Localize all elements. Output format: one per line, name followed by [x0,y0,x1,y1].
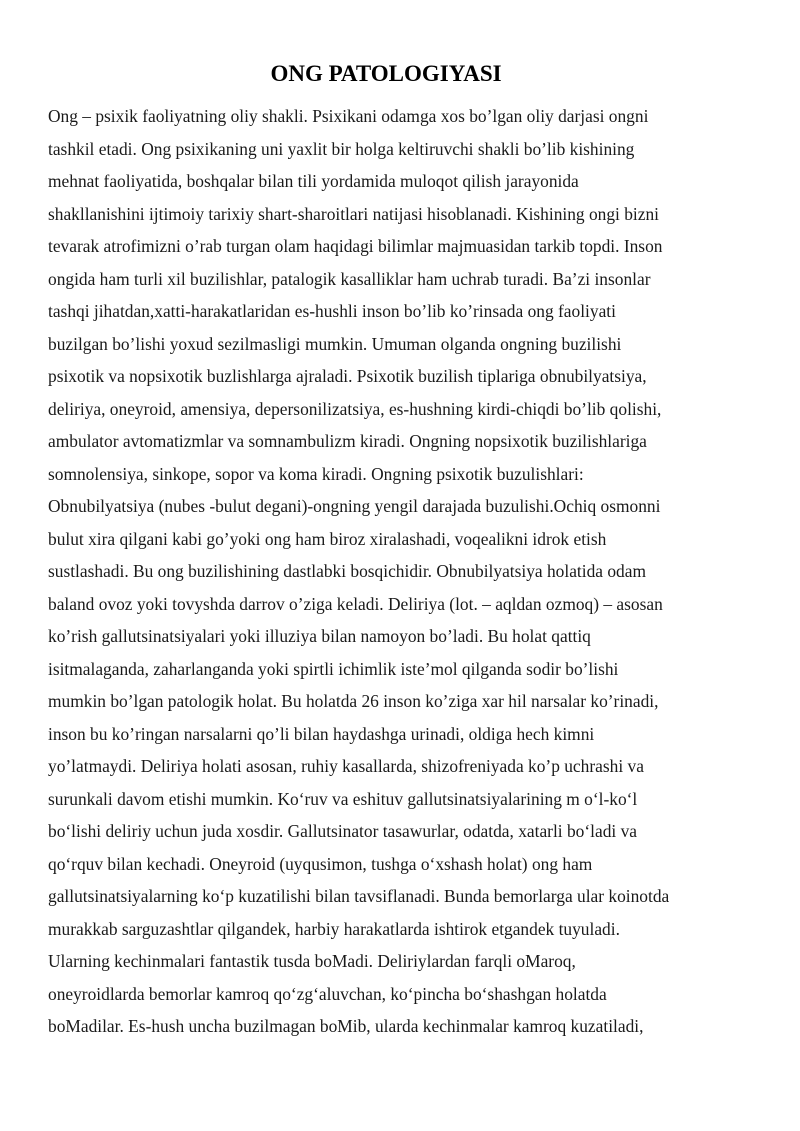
text-line: Ong – psixik faoliyatning oliy shakli. Psixikani odamga xos bo’lgan oliy darjasi ongni [48,106,649,126]
text-line: mumkin bo’lgan patologik holat. Bu holatda 26 inson ko’ziga xar hil narsalar ko’rinadi, [48,691,659,711]
text-line: inson bu ko’ringan narsalarni qo’li bilan haydashga urinadi, oldiga hech kimni [48,723,595,744]
text-line: mehnat faoliyatida, boshqalar bilan tili yordamida muloqot qilish jarayonida [48,171,579,191]
text-line: qo‘rquv bilan kechadi. Oneyroid (uyqusimon, tushga o‘xshash holat) ong ham [48,853,593,874]
text-line: oneyroidlarda bemorlar kamroq qo‘zg‘aluvchan, ko‘pincha bo‘shashgan holatda [48,983,607,1004]
text-line: deliriya, oneyroid, amensiya, depersonilizatsiya, es-hushning kirdi-chiqdi bo’lib qolishi, [48,398,662,419]
page-title: ONG PATOLOGIYASI [270,61,502,86]
text-line: murakkab sarguzashtlar qilgandek, harbiy harakatlarda ishtirok etgandek tuyuladi. [48,918,620,939]
text-line: shakllanishini ijtimoiy tarixiy shart-sharoitlari natijasi hisoblanadi. Kishining ongi bizni [48,203,660,224]
text-line: surunkali davom etishi mumkin. Ko‘ruv va eshituv gallutsinatsiyalarining m o‘l-ko‘l [48,788,638,809]
text-line: ko’rish gallutsinatsiyalari yoki illuziya bilan namoyon bo’ladi. Bu holat qattiq [48,626,591,646]
text-line: yo’latmaydi. Deliriya holati asosan, ruhiy kasallarda, shizofreniyada ko’p uchrashi va [48,756,644,776]
text-line: Ularning kechinmalari fantastik tusda boMadi. Deliriylardan farqli oMaroq, [48,951,576,971]
text-line: gallutsinatsiyalarning ko‘p kuzatilishi bilan tavsiflanadi. Bunda bemorlarga ular koinotda [48,886,670,906]
text-line: sustlashadi. Bu ong buzilishining dastlabki bosqichidir. Obnubilyatsiya holatida odam [48,561,646,581]
text-line: ongida ham turli xil buzilishlar, patalogik kasalliklar ham uchrab turadi. Ba’zi insonlar [48,268,651,289]
text-line: baland ovoz yoki tovyshda darrov o’ziga keladi. Deliriya (lot. – aqldan ozmoq) – asosan [48,593,663,614]
body-text [48,100,768,1043]
text-line: tashqi jihatdan,xatti-harakatlaridan es-hushli inson bo’lib ko’rinsada ong faoliyati [48,301,616,321]
text-line: buzilgan bo’lishi yoxud sezilmasligi mumkin. Umuman olganda ongning buzilishi [48,333,622,354]
text-line: bo‘lishi deliriy uchun juda xosdir. Gallutsinator tasawurlar, odatda, xatarli bo‘ladi va [48,821,637,841]
text-line: tashkil etadi. Ong psixikaning uni yaxlit bir holga keltiruvchi shakli bo’lib kishining [48,138,635,159]
text-line: boMadilar. Es-hush uncha buzilmagan boMib, ularda kechinmalar kamroq kuzatiladi, [48,1016,644,1036]
text-line: isitmalaganda, zaharlanganda yoki spirtli ichimlik iste’mol qilganda sodir bo’lishi [48,658,619,679]
text-line: somnolensiya, sinkope, sopor va koma kiradi. Ongning psixotik buzulishlari: [48,463,584,484]
text-line: psixotik va nopsixotik buzlishlarga ajraladi. Psixotik buzilish tiplariga obnubilyatsiya, [48,366,647,386]
text-line: Obnubilyatsiya (nubes -bulut degani)-ongning yengil darajada buzulishi.Ochiq osmonni [48,496,661,516]
text-line: bulut xira qilgani kabi go’yoki ong ham biroz xiralashadi, voqealikni idrok etish [48,528,607,549]
text-line: ambulator avtomatizmlar va somnambulizm kiradi. Ongning nopsixotik buzilishlariga [48,431,647,451]
text-line: tevarak atrofimizni o’rab turgan olam haqidagi bilimlar majmuasidan tarkib topdi. Inson [48,236,663,256]
